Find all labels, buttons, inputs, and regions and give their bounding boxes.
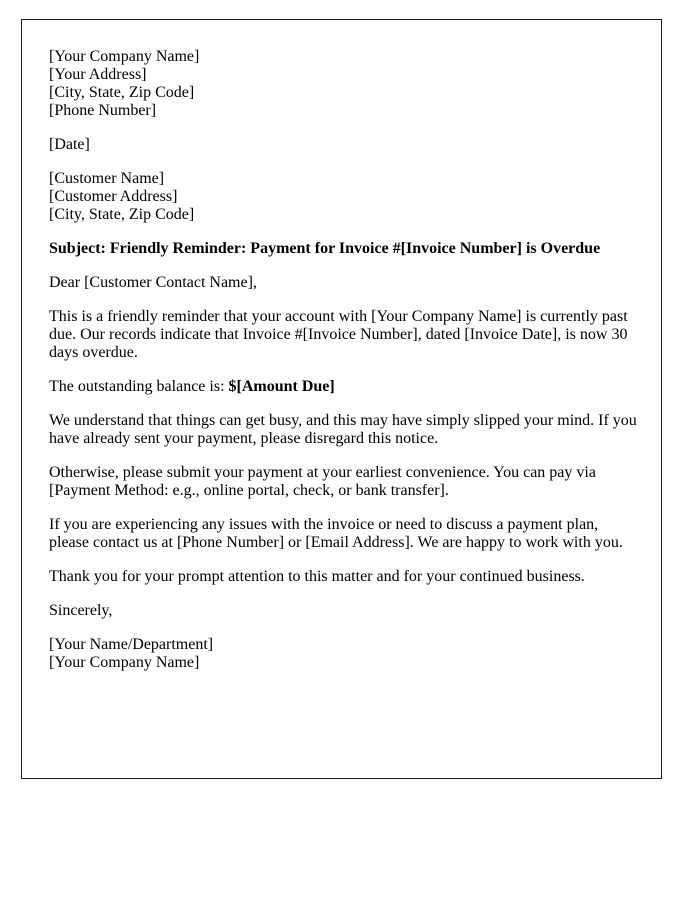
- paragraph-thank-you: Thank you for your prompt attention to this matter and for your continued business.: [49, 568, 585, 585]
- sender-phone-line: [Phone Number]: [49, 102, 157, 119]
- signature-block: [49, 636, 637, 672]
- paragraph-past-due-notice: This is a friendly reminder that your account with [Your Company Name] is currently past due. Our records indicate that Invoice #[Invoice Number], dated [Invoice Date], is now 30 days overdue.: [49, 308, 628, 361]
- sender-company-line: [Your Company Name]: [49, 48, 200, 65]
- letter-frame: [21, 19, 662, 779]
- salutation-line: Dear [Customer Contact Name],: [49, 274, 257, 291]
- recipient-city-state-zip-line: [City, State, Zip Code]: [49, 206, 195, 223]
- recipient-name-line: [Customer Name]: [49, 170, 165, 187]
- date-line: [Date]: [49, 136, 90, 153]
- balance-line: [49, 378, 637, 396]
- balance-amount-text: $[Amount Due]: [228, 378, 335, 395]
- subject-line: Subject: Friendly Reminder: Payment for Invoice #[Invoice Number] is Overdue: [49, 240, 601, 257]
- paragraph-disregard-notice: We understand that things can get busy, and this may have simply slipped your mind. If you have already sent your payment, please disregard this notice.: [49, 412, 637, 447]
- paragraph-contact-info: If you are experiencing any issues with the invoice or need to discuss a payment plan, please contact us at [Phone Number] or [Email Address]. We are happy to work with you.: [49, 516, 623, 551]
- sender-address-line: [Your Address]: [49, 66, 147, 83]
- recipient-address-line: [Customer Address]: [49, 188, 178, 205]
- recipient-address-block: [49, 170, 637, 224]
- closing-line: Sincerely,: [49, 602, 113, 619]
- sender-city-state-zip-line: [City, State, Zip Code]: [49, 84, 195, 101]
- balance-prefix-text: The outstanding balance is:: [49, 378, 229, 395]
- sender-address-block: [49, 48, 637, 120]
- signature-company-line: [Your Company Name]: [49, 654, 200, 671]
- paragraph-payment-methods: Otherwise, please submit your payment at your earliest convenience. You can pay via [Payment Method: e.g., online portal, check, or bank transfer].: [49, 464, 596, 499]
- signature-name-line: [Your Name/Department]: [49, 636, 214, 653]
